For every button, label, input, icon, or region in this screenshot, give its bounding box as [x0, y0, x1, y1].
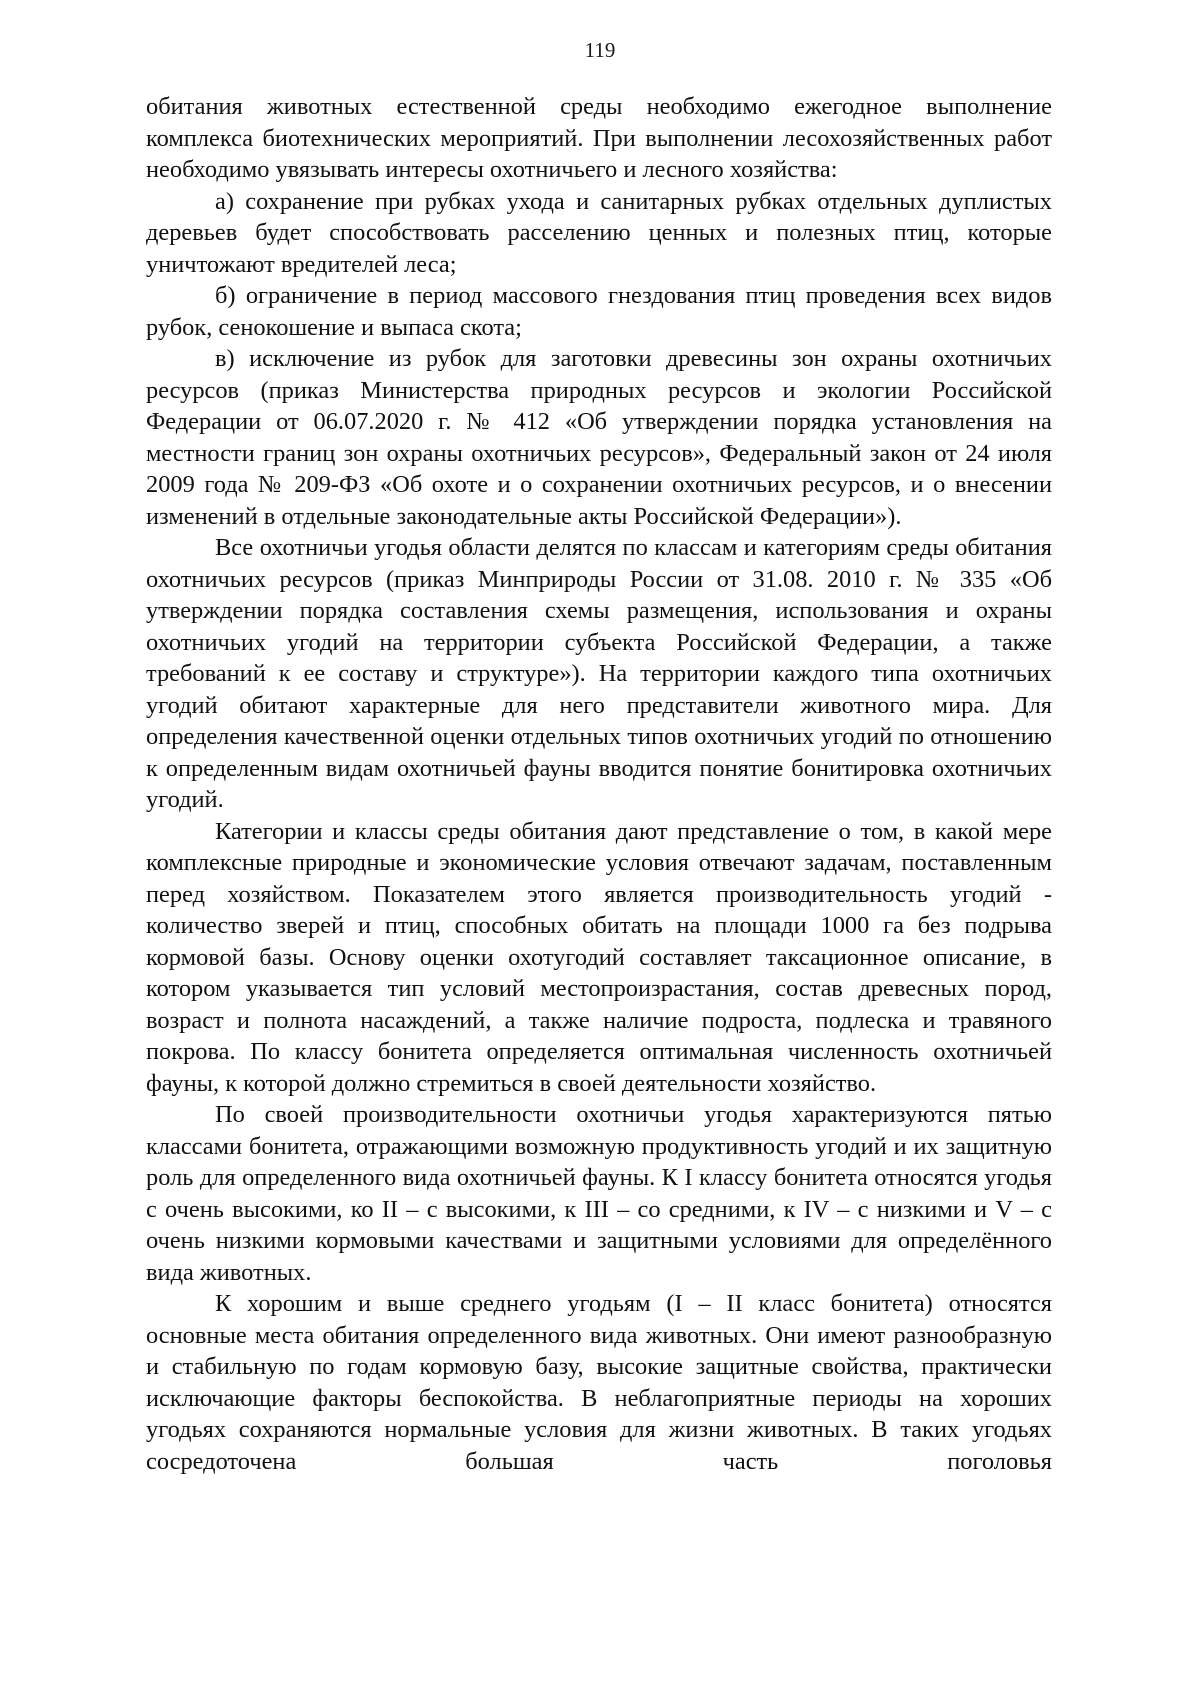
paragraph-item-c: в) исключение из рубок для заготовки древесины зон охраны охотничьих ресурсов (приказ Министерства природных ресурсов и экологии Российской Федерации от 06.07.2020 г. № 412 «Об утверждении порядка установления на местности границ зон охраны охотничьих ресурсов», Федеральный закон от 24 июля 2009 года № 209-ФЗ «Об охоте и о сохранении охотничьих ресурсов, и о внесении изменений в отдельные законодательные акты Российской Федерации»). — [146, 345, 1052, 530]
paragraph-continuation: обитания животных естественной среды необходимо ежегодное выполнение комплекса биотехнических мероприятий. При выполнении лесохозяйственных работ необходимо увязывать интересы охотничьего и лесного хозяйства: — [146, 93, 1052, 183]
paragraph-item-b: б) ограничение в период массового гнездования птиц проведения всех видов рубок, сенокошение и выпаса скота; — [146, 282, 1052, 341]
paragraph-good-lands: К хорошим и выше среднего угодьям (I – II класс бонитета) относятся основные места обитания определенного вида животных. Они имеют разнообразную и стабильную по годам кормовую базу, высокие защитные свойства, практически исключающие факторы беспокойства. В неблагоприятные периоды на хороших угодьях сохраняются нормальные условия для жизни животных. В таких угодьях сосредоточена большая часть поголовья — [146, 1290, 1052, 1475]
document-body — [146, 91, 1052, 1477]
paragraph-habitat-categories: Категории и классы среды обитания дают представление о том, в какой мере комплексные природные и экономические условия отвечают задачам, поставленным перед хозяйством. Показателем этого является производительность угодий - количество зверей и птиц, способных обитать на площади 1000 га без подрыва кормовой базы. Основу оценки охотугодий составляет таксационное описание, в котором указывается тип условий местопроизрастания, состав древесных пород, возраст и полнота насаждений, а также наличие подроста, подлеска и травяного покрова. По классу бонитета определяется оптимальная численность охотничьей фауны, к которой должно стремиться в своей деятельности хозяйство. — [146, 817, 1052, 1097]
paragraph-hunting-lands-classes: Все охотничьи угодья области делятся по классам и категориям среды обитания охотничьих ресурсов (приказ Минприроды России от 31.08. 2010 г. № 335 «Об утверждении порядка составления схемы размещения, использования и охраны охотничьих угодий на территории субъекта Российской Федерации, а также требований к ее составу и структуре»). На территории каждого типа охотничьих угодий обитают характерные для него представители животного мира. Для определения качественной оценки отдельных типов охотничьих угодий по отношению к определенным видам охотничьей фауны вводится понятие бонитировка охотничьих угодий. — [146, 534, 1052, 813]
paragraph-item-a: а) сохранение при рубках ухода и санитарных рубках отдельных дуплистых деревьев будет способствовать расселению ценных и полезных птиц, которые уничтожают вредителей леса; — [146, 187, 1052, 278]
page-number: 119 — [584, 38, 616, 62]
paragraph-bonitet-classes: По своей производительности охотничьи угодья характеризуются пятью классами бонитета, отражающими возможную продуктивность угодий и их защитную роль для определенного вида охотничьей фауны. К I классу бонитета относятся угодья с очень высокими, ко II – с высокими, к III – со средними, к IV – с низкими и V – с очень низкими кормовыми качествами и защитными условиями для определённого вида животных. — [146, 1101, 1052, 1286]
